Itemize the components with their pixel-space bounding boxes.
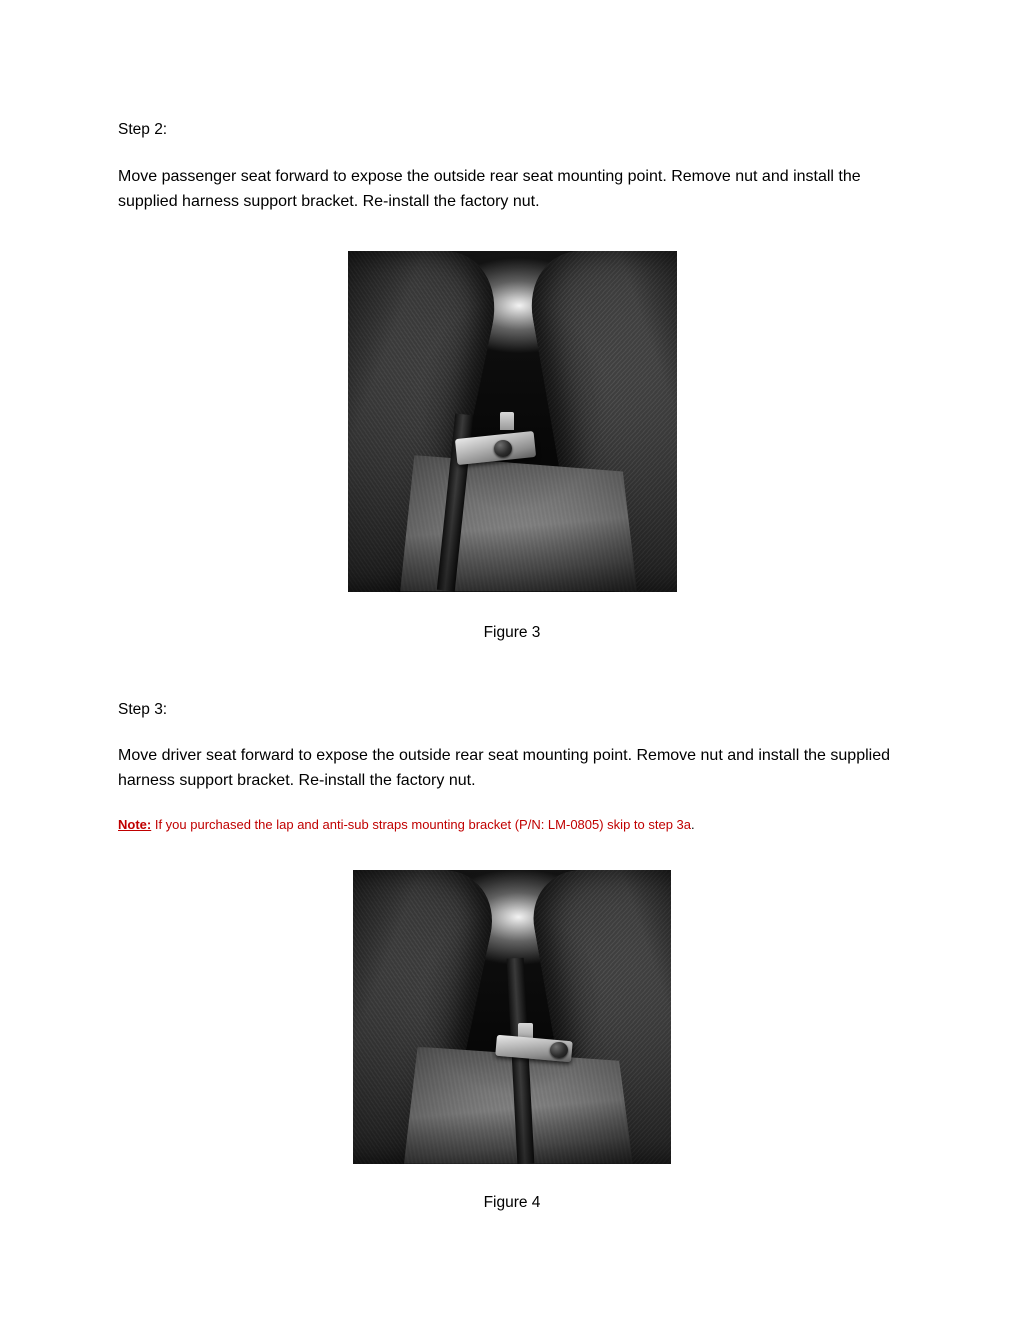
step-3-label: Step 3: bbox=[118, 700, 168, 718]
figure-3-image bbox=[348, 251, 677, 592]
step-3-note bbox=[118, 816, 906, 834]
note-text: If you purchased the lap and anti-sub straps mounting bracket (P/N: LM-0805) skip to step 3a bbox=[151, 817, 692, 833]
step-3-text: Move driver seat forward to expose the outside rear seat mounting point. Remove nut and install the supplied harness support bracket. Re-install the factory nut. bbox=[118, 747, 890, 790]
floor-carpet bbox=[400, 455, 637, 591]
step-2-label: Step 2: bbox=[118, 121, 168, 138]
step-2-text: Move passenger seat forward to expose the outside rear seat mounting point. Remove nut and install the supplied harness support bracket. Re-install the factory nut. bbox=[118, 167, 861, 210]
document-content bbox=[118, 0, 906, 1212]
note-label: Note: bbox=[118, 817, 152, 833]
figure-4-wrapper bbox=[118, 870, 906, 1164]
factory-nut bbox=[494, 440, 512, 457]
figure-3-caption: Figure 3 bbox=[483, 623, 541, 641]
note-tail: . bbox=[691, 817, 695, 833]
factory-nut bbox=[550, 1042, 567, 1058]
figure-4-caption: Figure 4 bbox=[483, 1194, 541, 1212]
bracket-upper-tab bbox=[500, 412, 513, 429]
figure-4-image bbox=[353, 870, 671, 1164]
figure-3-wrapper bbox=[118, 251, 906, 592]
